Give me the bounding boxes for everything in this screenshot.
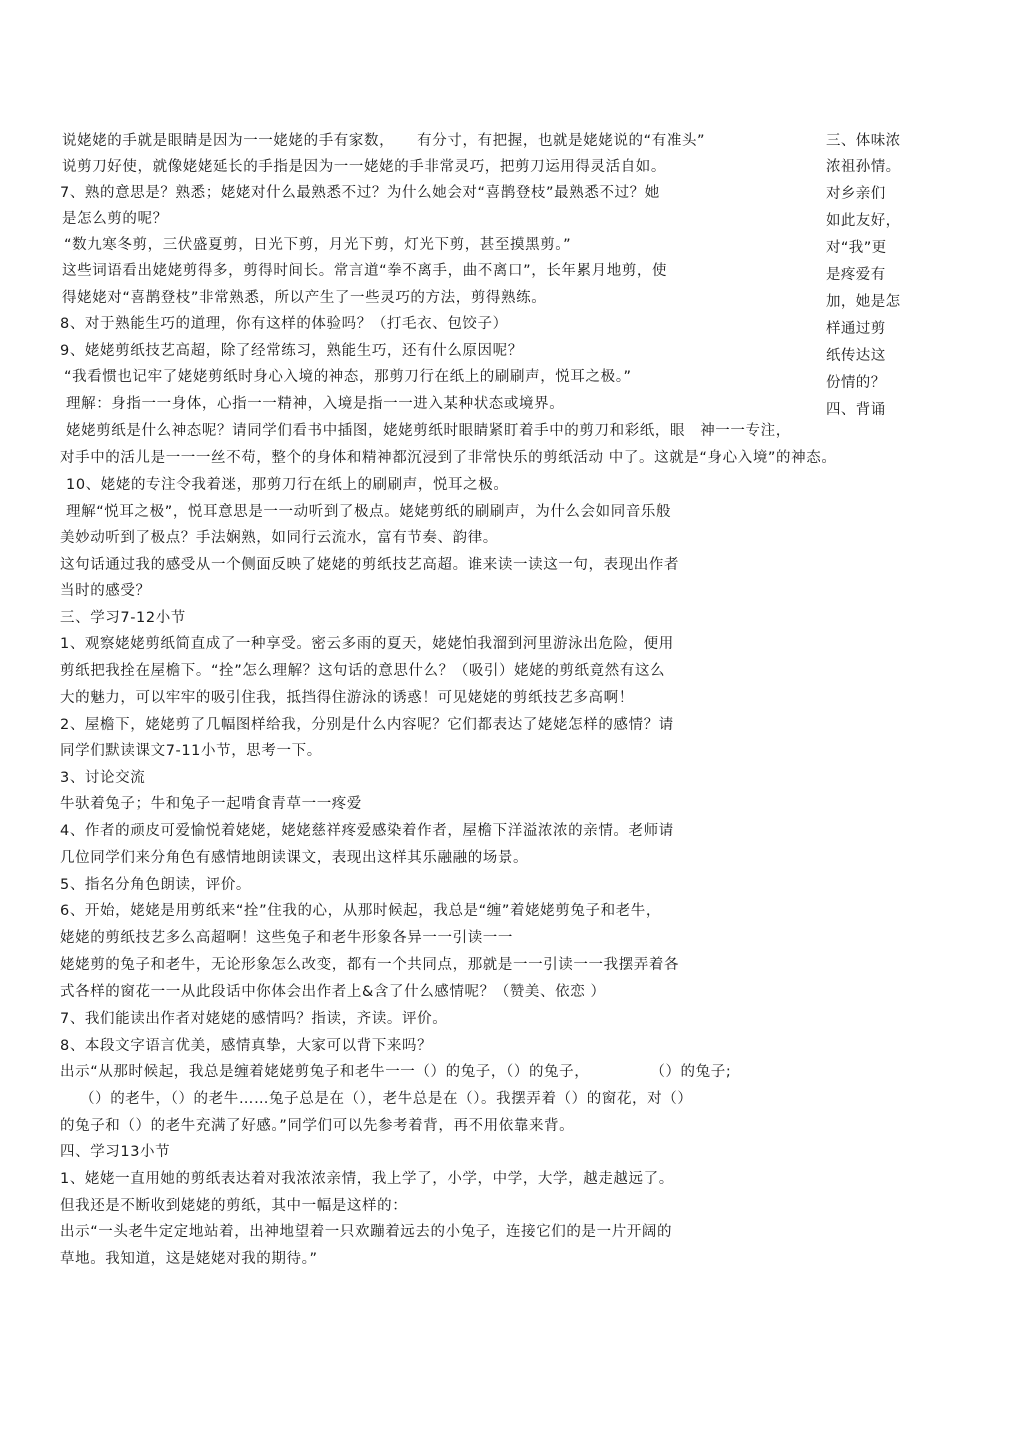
text-line: 2、屋檐下，姥姥剪了几幅图样给我，分别是什么内容呢？它们都表达了姥姥怎样的感情？请	[60, 717, 674, 733]
margin-note-line: 对“我”更	[826, 240, 887, 256]
text-line: 得姥姥对“喜鹊登枝”非常熟悉，所以产生了一些灵巧的方法，剪得熟练。	[62, 290, 547, 306]
text-line: 式各样的窗花一一从此段话中你体会出作者上&含了什么感情呢？（赞美、依恋 ）	[60, 984, 606, 1000]
margin-note-line: 如此友好，	[826, 213, 901, 229]
margin-note-line: 加，她是怎	[826, 294, 901, 310]
text-line: 理解：身指一一身体，心指一一精神，入境是指一一进入某种状态或境界。	[66, 396, 565, 412]
section-heading: 四、学习13小节	[60, 1144, 171, 1160]
text-line: 说剪刀好使，就像姥姥延长的手指是因为一一姥姥的手非常灵巧，把剪刀运用得灵活自如。	[62, 159, 666, 175]
text-line: 6、开始，姥姥是用剪纸来“拴”住我的心，从那时候起，我总是“缠”着姥姥剪兔子和老牛，	[60, 903, 661, 919]
margin-note-heading: 四、背诵	[826, 402, 886, 418]
text-line: 几位同学们来分角色有感情地朗读课文，表现出这样其乐融融的场景。	[60, 850, 529, 866]
section-heading: 三、学习7-12小节	[60, 610, 186, 626]
text-line: 这些词语看出姥姥剪得多，剪得时间长。常言道“拳不离手，曲不离口”，长年累月地剪，使	[62, 263, 668, 279]
text-line: 对手中的活儿是一一一丝不苟，整个的身体和精神都沉浸到了非常快乐的剪纸活动 中了。这就是“身心入境”的神态。	[60, 450, 837, 466]
text-line: 8、对于熟能生巧的道理，你有这样的体验吗？（打毛衣、包饺子）	[60, 316, 508, 332]
margin-note-line: 浓祖孙情。	[826, 159, 901, 175]
text-line: 1、姥姥一直用她的剪纸表达着对我浓浓亲情，我上学了，小学，中学，大学，越走越远了。	[60, 1171, 674, 1187]
text-line: “我看惯也记牢了姥姥剪纸时身心入境的神态，那剪刀行在纸上的刷刷声，悦耳之极。”	[64, 369, 632, 385]
text-line: 姥姥剪纸是什么神态呢？请同学们看书中插图，姥姥剪纸时眼睛紧盯着手中的剪刀和彩纸，眼 神一一专注，	[66, 423, 791, 439]
margin-note-line: 是疼爱有	[826, 267, 886, 283]
text-line: 草地。我知道，这是姥姥对我的期待。”	[60, 1251, 318, 1267]
text-line: （）的老牛，（）的老牛……兔子总是在（），老牛总是在（）。我摆弄着（）的窗花，对（）	[80, 1091, 693, 1107]
margin-note-line: 对乡亲们	[826, 186, 886, 202]
margin-note-line: 三、体味浓	[826, 133, 901, 149]
text-line: 10、姥姥的专注令我着迷，那剪刀行在纸上的刷刷声，悦耳之极。	[66, 477, 509, 493]
text-line: 7、熟的意思是？熟悉；姥姥对什么最熟悉不过？为什么她会对“喜鹊登枝”最熟悉不过？她	[60, 185, 660, 201]
text-line: 3、讨论交流	[60, 770, 146, 786]
text-line: 姥姥剪的兔子和老牛，无论形象怎么改变，都有一个共同点，那就是一一引读一一我摆弄着各	[60, 957, 680, 973]
margin-note-line: 样通过剪	[826, 321, 886, 337]
text-line: 理解“悦耳之极”，悦耳意思是一一动听到了极点。姥姥剪纸的刷刷声，为什么会如同音乐般	[66, 504, 672, 520]
margin-note-line: 份情的？	[826, 375, 886, 391]
text-line: 4、作者的顽皮可爱愉悦着姥姥，姥姥慈祥疼爱感染着作者，屋檐下洋溢浓浓的亲情。老师请	[60, 823, 674, 839]
text-line: 是怎么剪的呢？	[62, 211, 168, 227]
text-line: 1、观察姥姥剪纸简直成了一种享受。密云多雨的夏天，姥姥怕我溜到河里游泳出危险，便用	[60, 636, 674, 652]
text-line: 9、姥姥剪纸技艺高超，除了经常练习，熟能生巧，还有什么原因呢？	[60, 343, 523, 359]
text-line: 当时的感受？	[60, 583, 151, 599]
text-line: 姥姥的剪纸技艺多么高超啊！这些兔子和老牛形象各异一一引读一一	[60, 930, 513, 946]
margin-note-line: 纸传达这	[826, 348, 886, 364]
text-line: 5、指名分角色朗读，评价。	[60, 877, 252, 893]
text-line: 牛驮着兔子；牛和兔子一起啃食青草一一疼爱	[60, 796, 362, 812]
text-line: 但我还是不断收到姥姥的剪纸，其中一幅是这样的：	[60, 1198, 408, 1214]
text-line: 7、我们能读出作者对姥姥的感情吗？指读，齐读。评价。	[60, 1011, 448, 1027]
text-line: 大的魅力，可以牢牢的吸引住我，抵挡得住游泳的诱惑！可见姥姥的剪纸技艺多高啊！	[60, 690, 634, 706]
text-line: 出示“一头老牛定定地站着，出神地望着一只欢蹦着远去的小兔子，连接它们的是一片开阔的	[60, 1224, 673, 1240]
text-line: 的兔子和（）的老牛充满了好感。”同学们可以先参考着背，再不用依靠来背。	[60, 1118, 575, 1134]
text-line: 美妙动听到了极点？手法娴熟，如同行云流水，富有节奏、韵律。	[60, 530, 498, 546]
text-line: 同学们默读课文7-11小节，思考一下。	[60, 743, 322, 759]
text-line: 8、本段文字语言优美，感情真挚，大家可以背下来吗？	[60, 1038, 433, 1054]
text-line: 剪纸把我拴在屋檐下。“拴”怎么理解？这句话的意思什么？（吸引）姥姥的剪纸竟然有这么	[60, 663, 666, 679]
text-line: 出示“从那时候起，我总是缠着姥姥剪兔子和老牛一一（）的兔子，（）的兔子， （）的兔子;	[60, 1064, 732, 1080]
text-line: 这句话通过我的感受从一个侧面反映了姥姥的剪纸技艺高超。谁来读一读这一句，表现出作者	[60, 557, 680, 573]
text-line: 说姥姥的手就是眼睛是因为一一姥姥的手有家数， 有分寸，有把握，也就是姥姥说的“有准头”	[62, 133, 706, 149]
text-line: “数九寒冬剪，三伏盛夏剪，日光下剪，月光下剪，灯光下剪，甚至摸黑剪。”	[64, 237, 572, 253]
